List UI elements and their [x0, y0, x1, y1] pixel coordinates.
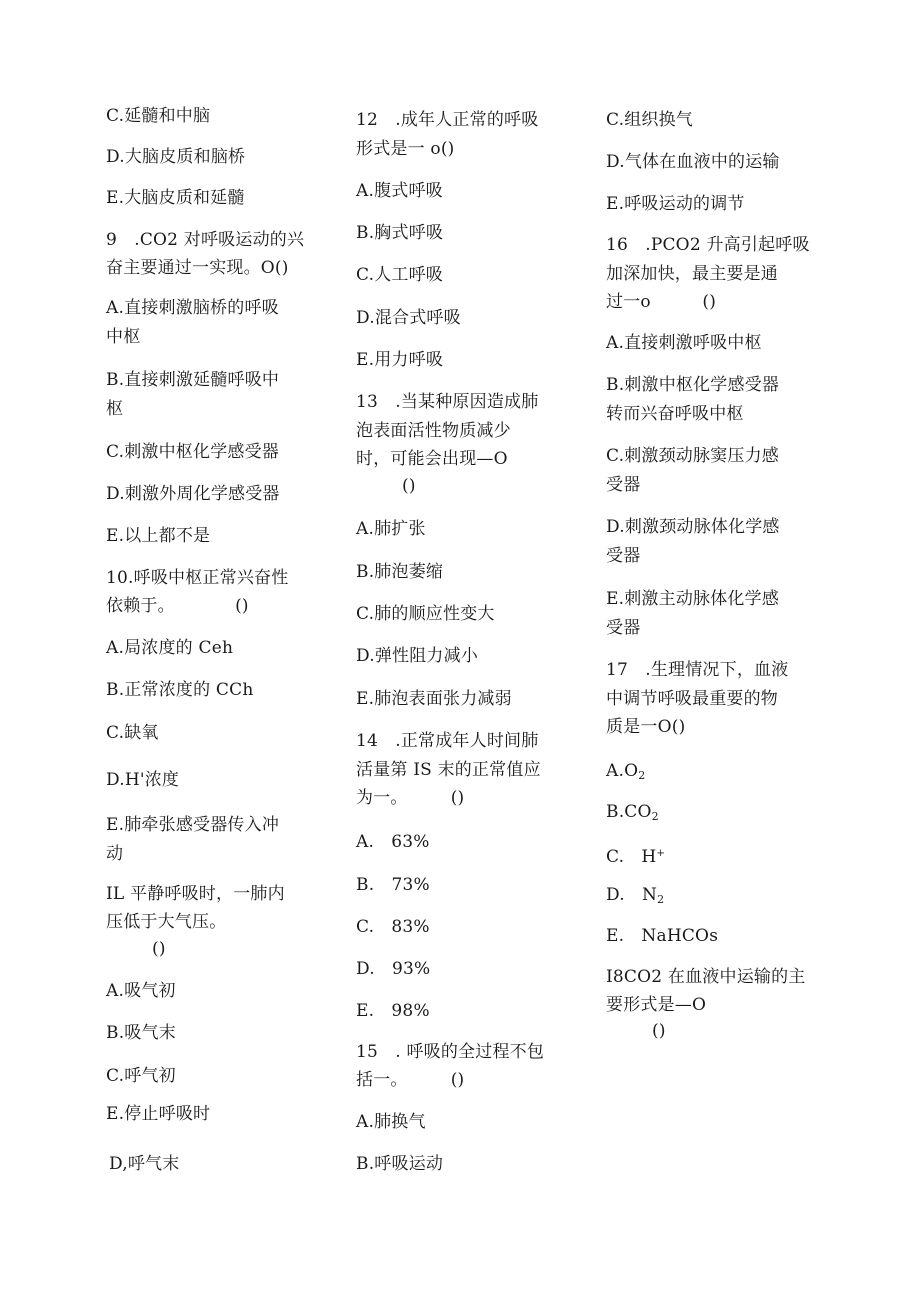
question-18-line2: 要形式是—O: [606, 995, 707, 1015]
option-e-q8: E.大脑皮质和延髓: [106, 188, 245, 208]
option-e-q16-line2: 受器: [606, 618, 641, 638]
option-d-q15: D.气体在血液中的运输: [606, 152, 780, 172]
option-c-q14: C. 83%: [356, 917, 430, 937]
option-e-q10-line2: 动: [106, 844, 124, 864]
option-d-q14: D. 93%: [356, 959, 431, 979]
question-16-line1: 16 .PCO2 升高引起呼吸: [606, 235, 810, 255]
question-17-line2: 中调节呼吸最重要的物: [606, 689, 778, 709]
option-d-q17-text: D. N: [606, 885, 658, 905]
option-a-q14: A. 63%: [356, 832, 430, 852]
question-12-line1: 12 .成年人正常的呼吸: [356, 110, 539, 130]
question-14-line2: 活量第 IS 末的正常值应: [356, 760, 541, 780]
option-e-q15: E.呼吸运动的调节: [606, 194, 745, 214]
option-b-q11: B.吸气末: [106, 1023, 176, 1043]
option-a-q17: [606, 757, 645, 790]
question-9-line1: 9 .CO2 对呼吸运动的兴: [106, 230, 305, 250]
option-a-q11: A.吸气初: [106, 981, 176, 1001]
option-d-q17: [606, 881, 664, 914]
option-d-q11: D,呼气末: [109, 1154, 180, 1174]
option-a-q17-text: A.O: [606, 761, 639, 781]
option-b-q12: B.胸式呼吸: [356, 223, 444, 243]
question-12-line2: 形式是一 o(): [356, 139, 455, 159]
question-18-answer-blank: (): [652, 1021, 666, 1041]
option-d-q8: D.大脑皮质和脑桥: [106, 147, 246, 167]
option-c-q9: C.刺激中枢化学感受器: [106, 442, 280, 462]
option-e-q12: E.用力呼吸: [356, 350, 444, 370]
question-14-line1: 14 .正常成年人时间肺: [356, 731, 539, 751]
option-c-q17-text: C. H: [606, 847, 657, 867]
question-17-line1: 17 .生理情况下，血液: [606, 660, 789, 680]
option-d-q16-line1: D.刺激颈动脉体化学感: [606, 517, 780, 537]
option-b-q17-subscript: 2: [651, 810, 659, 823]
option-b-q9-line2: 枢: [106, 399, 124, 419]
question-18-line1: I8CO2 在血液中运输的主: [606, 967, 806, 987]
option-e-q17: E. NaHCOs: [606, 926, 719, 946]
question-13-line2: 泡表面活性物质减少: [356, 421, 511, 441]
option-a-q13: A.肺扩张: [356, 519, 426, 539]
question-16-line3: 过一o (): [606, 292, 717, 312]
question-11-line2: 压低于大气压。: [106, 912, 227, 932]
option-a-q9-line2: 中枢: [106, 327, 141, 347]
option-e-q9: E.以上都不是: [106, 526, 211, 546]
option-e-q13: E.肺泡表面张力减弱: [356, 689, 512, 709]
option-e-q10-line1: E.肺牵张感受器传入冲: [106, 815, 280, 835]
option-d-q9: D.刺激外周化学感受器: [106, 484, 280, 504]
option-b-q16-line2: 转而兴奋呼吸中枢: [606, 404, 744, 424]
option-d-q13: D.弹性阻力减小: [356, 646, 479, 666]
option-c-q13: C.肺的顺应性变大: [356, 604, 495, 624]
question-17-line3: 质是一O(): [606, 717, 686, 737]
option-b-q17: [606, 798, 659, 831]
option-e-q11: E.停止呼吸时: [106, 1104, 211, 1124]
option-d-q16-line2: 受器: [606, 546, 641, 566]
option-b-q15: B.呼吸运动: [356, 1154, 444, 1174]
option-a-q17-subscript: 2: [638, 769, 646, 782]
option-c-q16-line2: 受器: [606, 475, 641, 495]
option-c-q17-superscript: +: [656, 848, 666, 859]
option-b-q13: B.肺泡萎缩: [356, 562, 444, 582]
option-d-q10: D.H'浓度: [106, 770, 180, 790]
option-d-q12: D.混合式呼吸: [356, 308, 461, 328]
option-c-q12: C.人工呼吸: [356, 265, 444, 285]
question-14-line3: 为一。 (): [356, 788, 465, 808]
option-e-q14: E. 98%: [356, 1001, 430, 1021]
option-b-q14: B. 73%: [356, 875, 430, 895]
option-a-q15: A.肺换气: [356, 1112, 426, 1132]
question-13-line1: 13 .当某种原因造成肺: [356, 392, 539, 412]
option-c-q16-line1: C.刺激颈动脉窦压力感: [606, 446, 780, 466]
question-13-line3: 时，可能会出现—O: [356, 449, 508, 469]
option-b-q17-text: B.CO: [606, 802, 652, 822]
question-11-answer-blank: (): [152, 939, 166, 959]
option-c-q11: C.呼气初: [106, 1066, 176, 1086]
question-10-line2: 依赖于。 (): [106, 596, 249, 616]
question-13-answer-blank: (): [402, 476, 416, 496]
question-15-line2: 括一。 (): [356, 1070, 465, 1090]
question-16-line2: 加深加快，最主要是通: [606, 264, 778, 284]
option-a-q10: A.局浓度的 Ceh: [106, 638, 234, 658]
option-c-q17: [606, 840, 665, 871]
option-b-q10: B.正常浓度的 CCh: [106, 680, 254, 700]
option-d-q17-subscript: 2: [657, 893, 665, 906]
question-9-line2: 奋主要通过一实现。O(): [106, 258, 289, 278]
question-10-line1: 10.呼吸中枢正常兴奋性: [106, 568, 289, 588]
option-a-q9-line1: A.直接刺激脑桥的呼吸: [106, 298, 279, 318]
option-a-q12: A.腹式呼吸: [356, 181, 443, 201]
option-c-q8: C.延髓和中脑: [106, 106, 211, 126]
option-a-q16: A.直接刺激呼吸中枢: [606, 333, 762, 353]
option-c-q10: C.缺氧: [106, 723, 159, 743]
question-11-line1: IL 平静呼吸时，一肺内: [106, 884, 285, 904]
option-c-q15: C.组织换气: [606, 110, 694, 130]
option-e-q16-line1: E.刺激主动脉体化学感: [606, 589, 780, 609]
option-b-q9-line1: B.直接刺激延髓呼吸中: [106, 370, 280, 390]
question-15-line1: 15 . 呼吸的全过程不包: [356, 1042, 545, 1062]
option-b-q16-line1: B.刺激中枢化学感受器: [606, 375, 780, 395]
